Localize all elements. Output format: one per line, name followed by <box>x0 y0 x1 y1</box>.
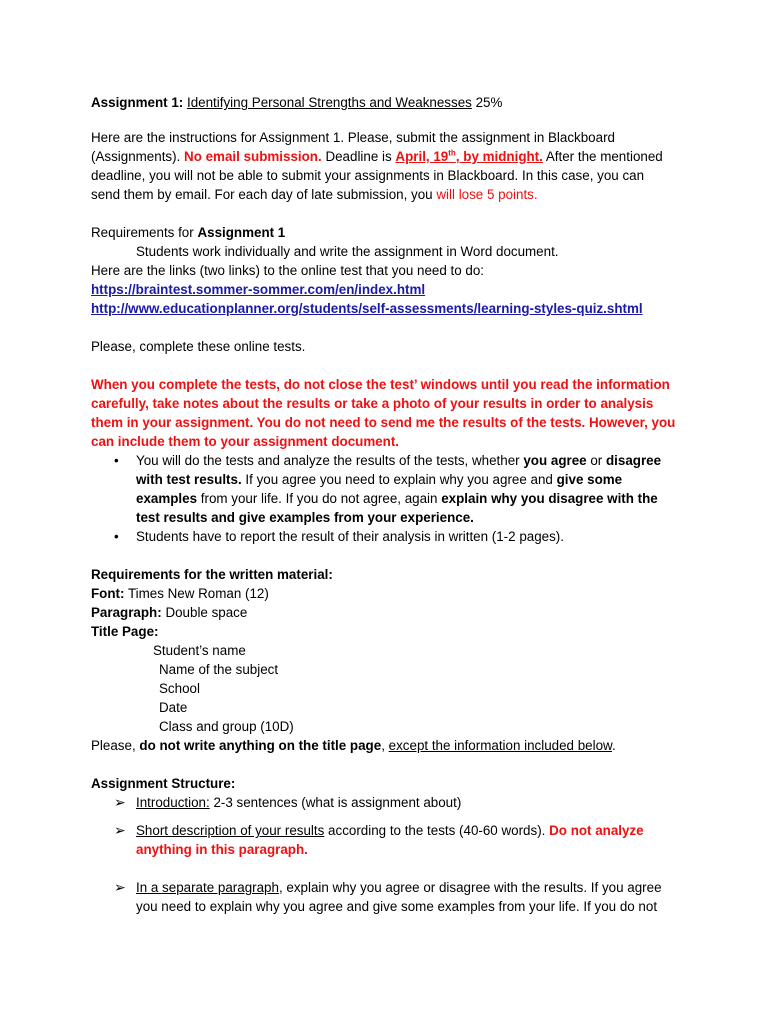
warning-line-1: When you complete the tests, do not close the test’ windows until you read the information <box>91 377 670 392</box>
intro-text: Deadline is <box>325 149 392 164</box>
bullet-dot: • <box>114 453 119 468</box>
structure-item-3-line-2: you need to explain why you agree and give some examples from your life. If you do not <box>136 899 658 914</box>
deadline-date-main: April, 19 <box>395 149 449 164</box>
assignment-title: Identifying Personal Strengths and Weaknesses <box>187 95 472 110</box>
structure-label: Short description of your results <box>136 823 325 838</box>
note-text: , <box>381 738 385 753</box>
intro-line-2 <box>91 147 663 166</box>
learning-styles-link[interactable]: http://www.educationplanner.org/students/self-assessments/learning-styles-quiz.shtml <box>91 301 643 316</box>
structure-item-2-line-1 <box>136 821 644 840</box>
assignment-label: Assignment 1: <box>91 95 184 110</box>
arrow-bullet-icon: ➢ <box>114 794 126 810</box>
paragraph-value: Double space <box>165 605 248 620</box>
bullet-bold: explain why you disagree with the <box>441 491 658 506</box>
intro-text: send them by email. For each day of late submission, you <box>91 187 433 202</box>
structure-item-1 <box>136 793 461 812</box>
intro-line-1: Here are the instructions for Assignment 1. Please, submit the assignment in Blackboard <box>91 130 615 145</box>
title-page-label: Title Page: <box>91 624 159 639</box>
structure-item-2-line-2: anything in this paragraph. <box>136 842 308 857</box>
intro-text: After the mentioned <box>545 149 663 164</box>
structure-item-3-line-1 <box>136 878 662 897</box>
structure-heading: Assignment Structure: <box>91 776 236 791</box>
note-text: . <box>611 738 616 753</box>
title-page-item: Class and group (10D) <box>159 719 294 734</box>
bullet-text: from your life. If you do not agree, again <box>200 491 438 506</box>
bullet-bold: examples <box>136 491 198 506</box>
bullet-1-line-4: test results and give examples from your experience. <box>136 510 474 525</box>
paragraph-label: Paragraph: <box>91 605 162 620</box>
bullet-text: If you agree you need to explain why you agree and <box>245 472 553 487</box>
braintest-link[interactable]: https://braintest.sommer-sommer.com/en/index.html <box>91 282 426 297</box>
bullet-text: or <box>590 453 603 468</box>
title-page-note <box>91 736 616 755</box>
paragraph-requirement <box>91 603 247 622</box>
warning-line-3: them in your assignment. You do not need to send me the results of the tests. However, you <box>91 415 676 430</box>
bullet-bold: give some <box>556 472 623 487</box>
structure-text: , explain why you agree or disagree with the results. If you agree <box>278 880 662 895</box>
title-page-item: School <box>159 681 200 696</box>
requirements-label-bold: Assignment 1 <box>197 225 286 240</box>
bullet-bold: with test results. <box>136 472 242 487</box>
late-penalty: will lose 5 points. <box>436 187 538 202</box>
assignment-weight: 25% <box>475 95 503 110</box>
font-value: Times New Roman (12) <box>127 586 269 601</box>
structure-label: Introduction: <box>136 795 210 810</box>
title-page-item: Date <box>159 700 188 715</box>
arrow-bullet-icon: ➢ <box>114 822 126 838</box>
bullet-1-line-3 <box>136 489 658 508</box>
written-heading: Requirements for the written material: <box>91 567 333 582</box>
bullet-bold: you agree <box>523 453 587 468</box>
bullet-2: Students have to report the result of their analysis in written (1-2 pages). <box>136 529 564 544</box>
warning-line-4: can include them to your assignment document. <box>91 434 400 449</box>
bullet-1-line-1 <box>136 451 661 470</box>
arrow-bullet-icon: ➢ <box>114 879 126 895</box>
complete-tests-line: Please, complete these online tests. <box>91 339 306 354</box>
requirements-heading <box>91 223 285 242</box>
font-requirement <box>91 584 269 603</box>
deadline-date <box>395 149 542 164</box>
note-bold: do not write anything on the title page <box>139 738 382 753</box>
requirements-label: Requirements for <box>91 225 194 240</box>
bullet-dot: • <box>114 529 119 544</box>
structure-text: according to the tests (40-60 words). <box>328 823 546 838</box>
intro-line-3: deadline, you will not be able to submit your assignments in Blackboard. In this case, you can <box>91 168 645 183</box>
structure-text: 2-3 sentences (what is assignment about) <box>213 795 462 810</box>
deadline-date-sup: th <box>448 148 456 158</box>
structure-label: In a separate paragraph <box>136 880 279 895</box>
assignment-heading <box>91 93 502 112</box>
note-text: Please, <box>91 738 136 753</box>
intro-text: (Assignments). <box>91 149 181 164</box>
title-page-item: Name of the subject <box>159 662 279 677</box>
note-underlined: except the information included below <box>388 738 612 753</box>
deadline-date-end: , by midnight. <box>455 149 543 164</box>
bullet-text: You will do the tests and analyze the results of the tests, whether <box>136 453 520 468</box>
links-intro: Here are the links (two links) to the online test that you need to do: <box>91 263 485 278</box>
bullet-1-line-2 <box>136 470 622 489</box>
requirements-indent-line: Students work individually and write the assignment in Word document. <box>136 244 559 259</box>
warning-line-2: carefully, take notes about the results or take a photo of your results in order to analysis <box>91 396 654 411</box>
font-label: Font: <box>91 586 125 601</box>
bullet-bold: disagree <box>606 453 662 468</box>
no-email-warning: No email submission. <box>184 149 322 164</box>
intro-line-4 <box>91 185 538 204</box>
title-page-item: Student’s name <box>153 643 246 658</box>
structure-red: Do not analyze <box>549 823 644 838</box>
